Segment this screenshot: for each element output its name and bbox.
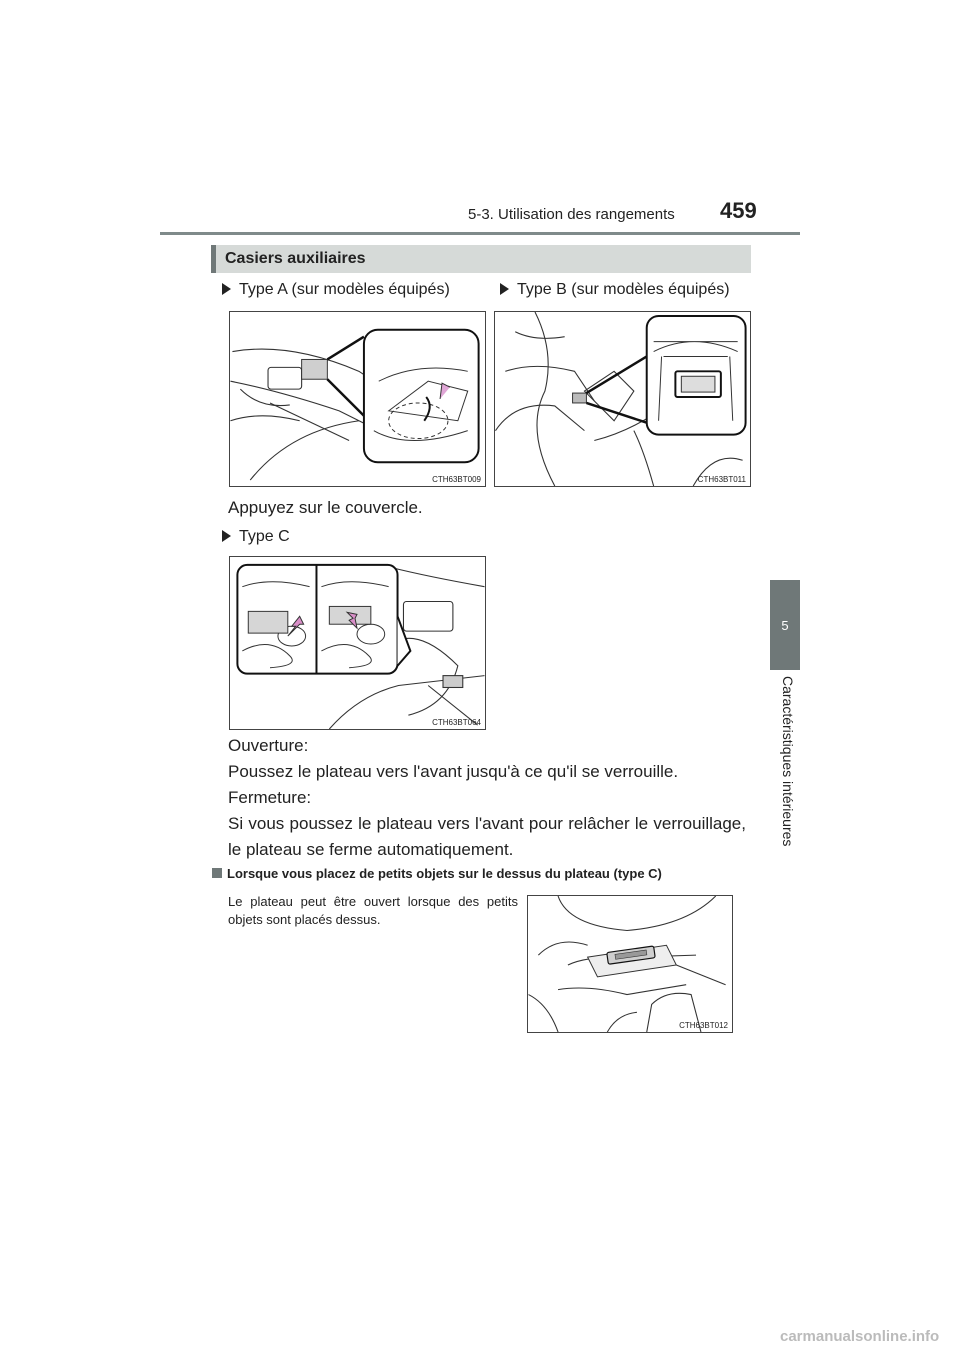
figure-code: CTH63BT009 — [432, 475, 481, 484]
figure-code: CTH63BT064 — [432, 718, 481, 727]
running-header-section: 5-3. Utilisation des rangements — [468, 206, 675, 223]
subsection-heading: Lorsque vous placez de petits objets sur le dessus du plateau (type C) — [212, 866, 662, 881]
figure-type-a — [229, 311, 486, 487]
section-title: Casiers auxiliaires — [225, 250, 366, 267]
chapter-tab — [770, 580, 800, 670]
chapter-number: 5 — [781, 617, 789, 633]
page-number: 459 — [720, 198, 757, 223]
caption-type-b: Type B (sur modèles équipés) — [500, 281, 730, 299]
watermark: carmanualsonline.info — [780, 1328, 940, 1345]
square-bullet-icon — [212, 868, 222, 878]
rear-console-illustration — [495, 312, 750, 486]
closing-text: Si vous poussez le plateau vers l'avant pour relâcher le verrouillage, le plateau se ferme automatiquement. — [228, 814, 746, 859]
figure-code: CTH63BT011 — [697, 475, 746, 484]
header-rule — [160, 232, 800, 235]
caption-type-a: Type A (sur modèles équipés) — [222, 281, 450, 299]
figure-type-b — [494, 311, 751, 487]
tray-with-small-objects-illustration — [528, 896, 732, 1032]
overhead-console-illustration — [230, 312, 485, 486]
subsection-text: Le plateau peut être ouvert lorsque des petits objets sont placés dessus. — [228, 894, 518, 927]
triangle-bullet-icon — [222, 530, 231, 542]
figure-type-c — [229, 556, 486, 730]
closing-label: Fermeture: — [228, 788, 312, 807]
opening-text: Poussez le plateau vers l'avant jusqu'à ce qu'il se verrouille. — [228, 762, 679, 781]
chapter-title: Caractéristiques intérieures — [780, 676, 796, 847]
section-heading-bar — [211, 245, 751, 273]
figure-small-objects — [527, 895, 733, 1033]
figure-code: CTH63BT012 — [679, 1021, 728, 1030]
triangle-bullet-icon — [500, 283, 509, 295]
triangle-bullet-icon — [222, 283, 231, 295]
center-console-tray-illustration — [230, 557, 485, 729]
caption-type-c: Type C — [222, 528, 290, 546]
instruction-press-cover: Appuyez sur le couvercle. — [228, 498, 423, 517]
opening-label: Ouverture: — [228, 736, 309, 755]
